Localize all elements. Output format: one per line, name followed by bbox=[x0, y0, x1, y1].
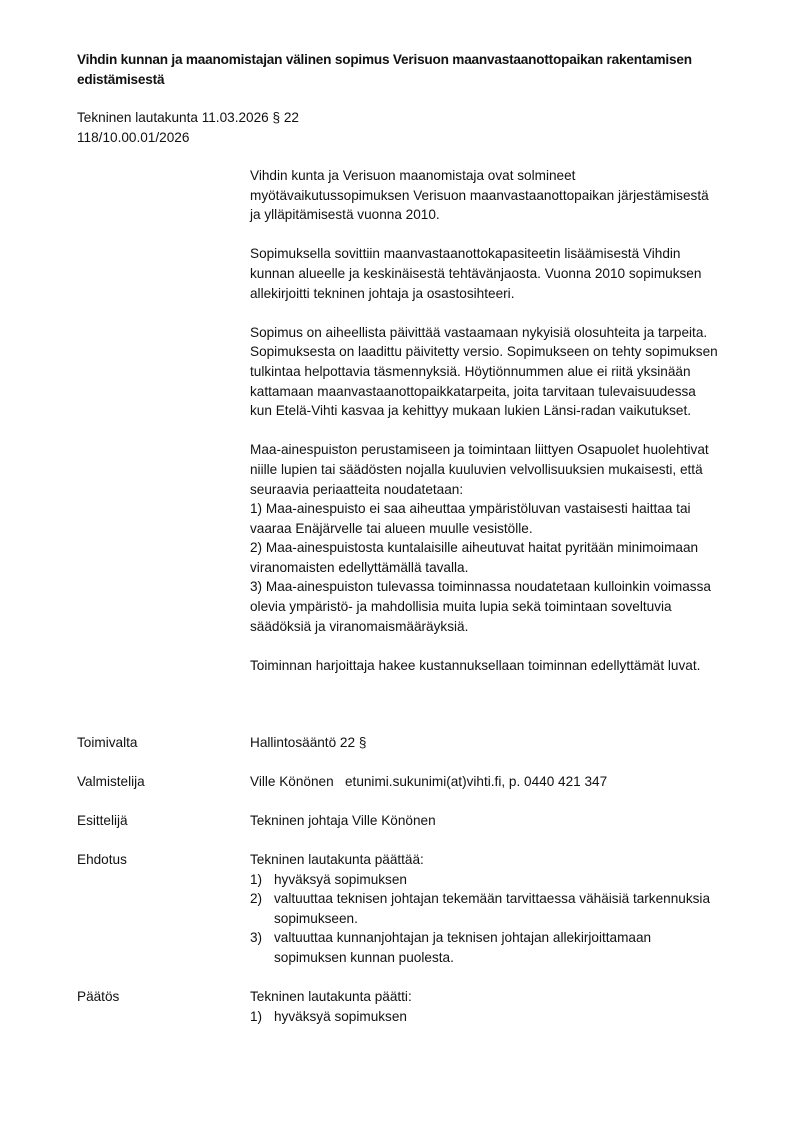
preparer-value: Ville Könönen etunimi.sukunimi(at)vihti.fi, p. 0440 421 347 bbox=[250, 774, 608, 789]
document-title: Vihdin kunnan ja maanomistajan välinen sopimus Verisuon maanvastaanottopaikan rakentamisen edistämisestä bbox=[77, 52, 692, 87]
item-text: hyväksyä sopimuksen bbox=[274, 871, 407, 887]
presenter-label: Esittelijä bbox=[77, 813, 128, 828]
record-number: 118/10.00.01/2026 bbox=[77, 130, 190, 145]
principle-item: 2) Maa-ainespuistosta kuntalaisille aiheutuvat haitat pyritään minimoimaan viranomaisten edellyttämällä tavalla. bbox=[250, 540, 699, 575]
item-number: 3) bbox=[250, 930, 263, 946]
proposal-label: Ehdotus bbox=[77, 852, 127, 867]
item-number: 2) bbox=[250, 891, 263, 907]
paragraph: Vihdin kunta ja Verisuon maanomistaja ovat solmineet myötävaikutussopimuksen Verisuon maanvastaanottopaikan järjestämisestä ja ylläpitämisestä vuonna 2010. bbox=[250, 168, 709, 223]
meeting-reference: Tekninen lautakunta 11.03.2026 § 22 bbox=[77, 110, 299, 125]
proposal-list bbox=[250, 870, 750, 968]
item-number: 1) bbox=[250, 1008, 263, 1024]
decision-list bbox=[250, 1007, 750, 1027]
document-body bbox=[250, 166, 720, 695]
decision-item bbox=[250, 1007, 750, 1027]
proposal-intro: Tekninen lautakunta päättää: bbox=[250, 852, 424, 867]
item-text: valtuuttaa teknisen johtajan tekemään tarvittaessa vähäisiä tarkennuksia sopimukseen. bbox=[274, 891, 711, 926]
item-text: valtuuttaa kunnanjohtajan ja teknisen johtajan allekirjoittamaan sopimuksen kunnan puolesta. bbox=[274, 930, 652, 965]
preparer-label: Valmistelija bbox=[77, 774, 145, 789]
decision-label: Päätös bbox=[77, 989, 120, 1004]
paragraph: Sopimuksella sovittiin maanvastaanottokapasiteetin lisäämisestä Vihdin kunnan alueelle ja keskinäisestä tehtävänjaosta. Vuonna 2010 sopimuksen allekirjoitti tekninen johtaja ja osastosihteeri. bbox=[250, 246, 702, 301]
principle-item: 1) Maa-ainespuisto ei saa aiheuttaa ympäristöluvan vastaisesti haittaa tai vaaraa Enäjärvelle tai alueen muulle vesistölle. bbox=[250, 501, 691, 536]
item-number: 1) bbox=[250, 871, 263, 887]
paragraph: Sopimus on aiheellista päivittää vastaamaan nykyisiä olosuhteita ja tarpeita. Sopimuksesta on laadittu päivitetty versio. Sopimukseen on tehty sopimuksen tulkintaa helpottavia täsmennyksiä. Höytiönnummen alue ei riitä yksinään kattamaan maanvastaanottopaikkatarpeita, joita tarvitaan tulevaisuudessa kun Etelä-Vihti kasvaa ja kehittyy mukaan lukien Länsi-radan vaikutukset. bbox=[250, 324, 718, 419]
decision-intro: Tekninen lautakunta päätti: bbox=[250, 989, 412, 1004]
authority-value: Hallintosääntö 22 § bbox=[250, 735, 367, 750]
closing-paragraph: Toiminnan harjoittaja hakee kustannuksellaan toiminnan edellyttämät luvat. bbox=[250, 657, 701, 673]
decision-content bbox=[250, 987, 750, 1026]
item-text: hyväksyä sopimuksen bbox=[274, 1008, 407, 1024]
document-meta bbox=[77, 108, 299, 148]
authority-label: Toimivalta bbox=[77, 735, 138, 750]
presenter-value: Tekninen johtaja Ville Könönen bbox=[250, 813, 436, 828]
proposal-item bbox=[250, 889, 750, 928]
proposal-item bbox=[250, 870, 750, 890]
principle-item: 3) Maa-ainespuiston tulevassa toiminnassa noudatetaan kulloinkin voimassa olevia ympäristö- ja mahdollisia muita lupia sekä toimintaan soveltuvia säädöksiä ja viranomaismääräyksiä. bbox=[250, 579, 711, 634]
proposal-content bbox=[250, 850, 750, 968]
paragraph: Maa-ainespuiston perustamiseen ja toimintaan liittyen Osapuolet huolehtivat niille lupien tai säädösten nojalla kuuluvien velvollisuuksien mukaisesti, että seuraavia periaatteita noudatetaan: bbox=[250, 442, 709, 497]
proposal-item bbox=[250, 928, 750, 967]
